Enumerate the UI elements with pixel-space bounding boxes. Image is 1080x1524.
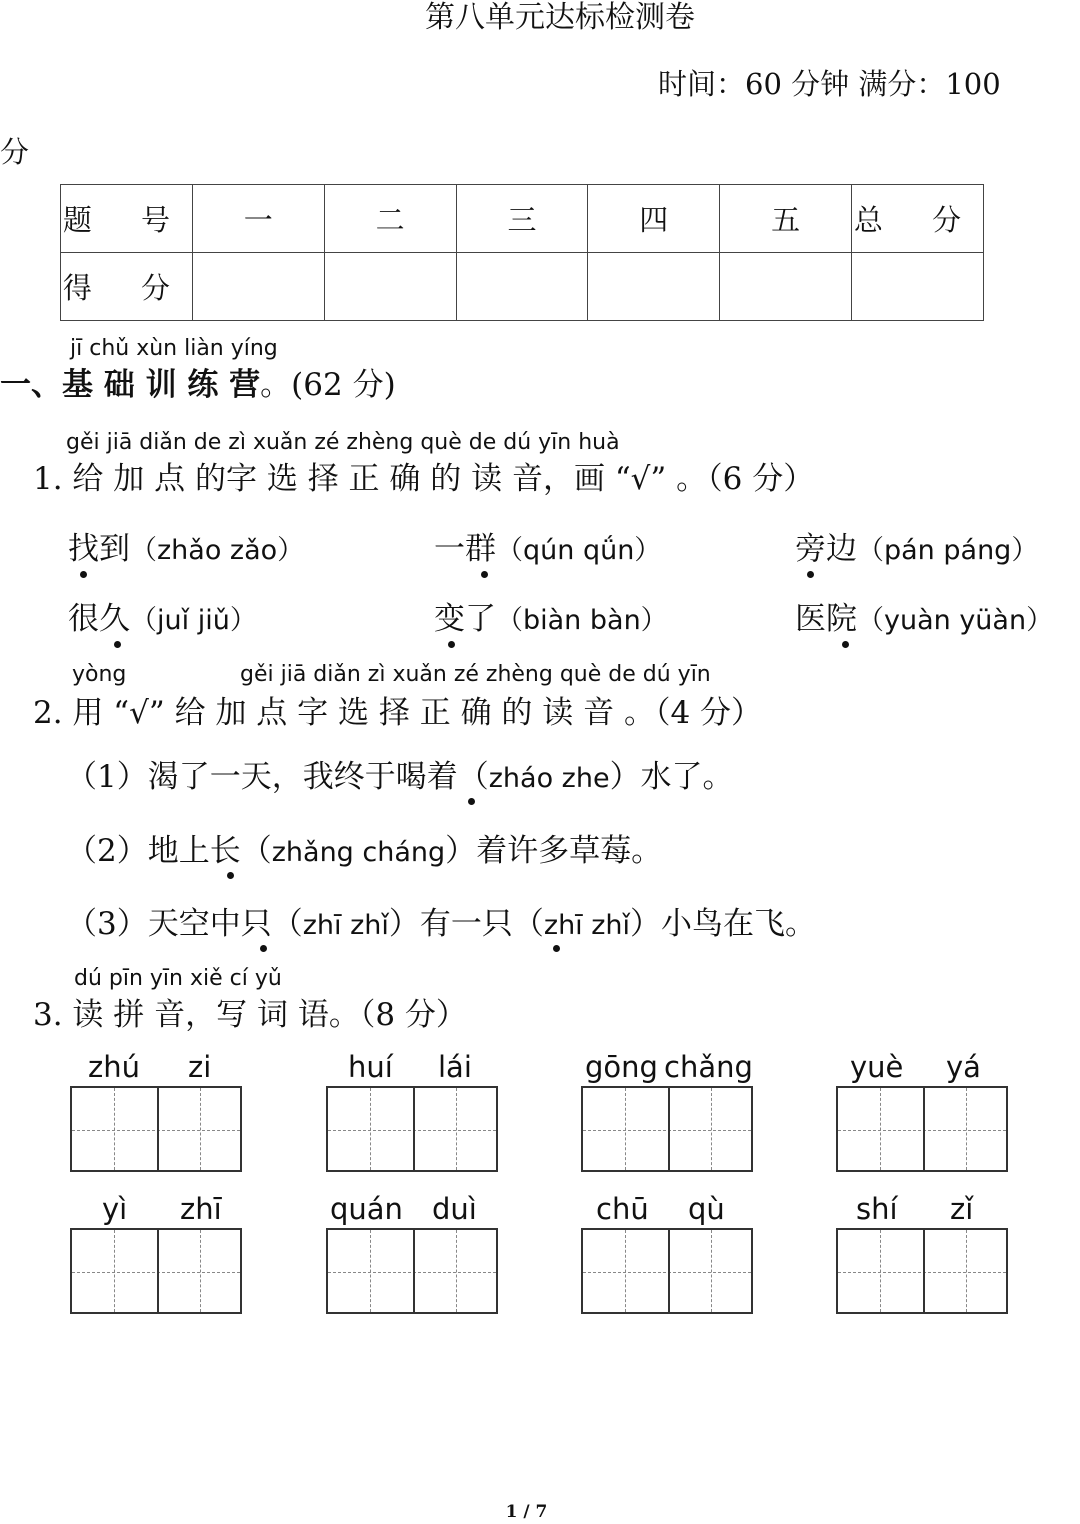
score-input-cell[interactable] xyxy=(192,253,324,321)
q1-choices[interactable]: （juǐ jiǔ） xyxy=(130,605,257,636)
word-pinyin: shí xyxy=(856,1192,898,1226)
q2-line xyxy=(66,758,734,798)
q1-pinyin: gěi jiā diǎn de zì xuǎn zé zhèng què de dú yīn huà xyxy=(66,430,620,455)
q1-word: 一群 xyxy=(434,531,496,567)
writing-box[interactable] xyxy=(836,1086,1008,1172)
emphasis-dot xyxy=(481,571,488,578)
score-table-score-row xyxy=(61,253,984,321)
score-input-cell[interactable] xyxy=(324,253,456,321)
q2-choices[interactable]: zhī zhǐ xyxy=(543,910,631,941)
q1-item xyxy=(434,530,661,570)
word-pinyin: zǐ xyxy=(950,1192,974,1226)
emphasis-dot xyxy=(842,641,849,648)
q1-choices[interactable]: （biàn bàn） xyxy=(496,605,668,636)
score-unit-wrap: 分 xyxy=(0,135,30,169)
q1-choices[interactable]: （zhǎo zǎo） xyxy=(130,535,305,566)
writing-box[interactable] xyxy=(581,1228,753,1314)
q1-word: 变了 xyxy=(434,601,496,637)
emphasis-dot xyxy=(260,945,267,952)
q2-pinyin: gěi jiā diǎn zì xuǎn zé zhèng què de dú yīn xyxy=(240,662,711,687)
emphasis-dot xyxy=(807,571,814,578)
q2-text: （1）渴了一天，我终于喝着（ xyxy=(66,759,489,795)
writing-box[interactable] xyxy=(326,1228,498,1314)
q2-choices[interactable]: zhǎng cháng xyxy=(271,837,446,868)
q2-text: ）着许多草莓。 xyxy=(445,833,663,869)
score-table xyxy=(60,184,984,321)
q1-choices[interactable]: （pán páng） xyxy=(857,535,1039,566)
q2-stem: 2. 用 “√” 给 加 点 字 选 择 正 确 的 读 音 。（4 分） xyxy=(33,695,763,731)
score-cell: 得 分 xyxy=(61,253,193,321)
word-pinyin: qù xyxy=(688,1192,725,1226)
writing-box[interactable] xyxy=(581,1086,753,1172)
score-cell: 一 xyxy=(192,185,324,253)
q1-word: 找到 xyxy=(68,531,130,567)
q1-item xyxy=(795,530,1038,570)
score-cell: 五 xyxy=(720,185,852,253)
word-pinyin: chū xyxy=(596,1192,649,1226)
writing-box[interactable] xyxy=(70,1228,242,1314)
word-pinyin: quán xyxy=(330,1192,403,1226)
q1-choices[interactable]: （qún qǘn） xyxy=(496,535,662,566)
emphasis-dot xyxy=(114,641,121,648)
q2-pinyin: yòng xyxy=(72,662,127,687)
writing-box[interactable] xyxy=(836,1228,1008,1314)
score-cell: 总 分 xyxy=(852,185,984,253)
emphasis-dot xyxy=(468,798,475,805)
q2-line xyxy=(66,832,662,872)
q2-choices[interactable]: zhī zhǐ xyxy=(302,910,389,941)
q1-item xyxy=(434,600,668,640)
score-cell: 二 xyxy=(324,185,456,253)
word-pinyin: zhú xyxy=(88,1050,140,1084)
word-pinyin: yì xyxy=(102,1192,128,1226)
word-pinyin: zhī xyxy=(180,1192,222,1226)
emphasis-dot xyxy=(448,641,455,648)
q1-stem: 1. 给 加 点 的字 选 择 正 确 的 读 音，画 “√” 。（6 分） xyxy=(33,461,815,497)
word-pinyin: gōng xyxy=(585,1050,658,1084)
writing-box[interactable] xyxy=(70,1086,242,1172)
word-pinyin: duì xyxy=(432,1192,477,1226)
q2-text: ）小鸟在飞。 xyxy=(630,906,817,942)
q1-item xyxy=(795,600,1053,640)
q1-word: 医院 xyxy=(795,601,857,637)
score-table-header-row xyxy=(61,185,984,253)
q1-item xyxy=(68,600,257,640)
word-pinyin: chǎng xyxy=(664,1050,753,1084)
q1-item xyxy=(68,530,304,570)
q2-choices[interactable]: zháo zhe xyxy=(488,763,610,794)
time-score-line: 时间：60 分钟 满分：100 xyxy=(658,67,1001,101)
page-number: 1 / 7 xyxy=(505,1502,548,1522)
emphasis-dot xyxy=(553,945,560,952)
section1-heading xyxy=(0,366,396,404)
score-cell: 四 xyxy=(588,185,720,253)
score-input-cell[interactable] xyxy=(852,253,984,321)
page-title: 第八单元达标检测卷 xyxy=(425,0,695,35)
q3-stem: 3. 读 拼 音，写 词 语。（8 分） xyxy=(33,997,467,1033)
q2-text: ）水了。 xyxy=(609,759,734,795)
word-pinyin: zi xyxy=(188,1050,212,1084)
score-cell: 三 xyxy=(456,185,588,253)
q2-text: ）有一只（ xyxy=(388,906,544,942)
score-input-cell[interactable] xyxy=(456,253,588,321)
score-input-cell[interactable] xyxy=(720,253,852,321)
q1-word: 旁边 xyxy=(795,531,857,567)
emphasis-dot xyxy=(80,571,87,578)
section1-pinyin: jī chǔ xùn liàn yíng xyxy=(70,336,278,361)
q3-pinyin: dú pīn yīn xiě cí yǔ xyxy=(74,966,282,991)
q2-line xyxy=(66,905,816,945)
q2-text: （3）天空中只（ xyxy=(66,906,303,942)
score-cell: 题 号 xyxy=(61,185,193,253)
q1-choices[interactable]: （yuàn yüàn） xyxy=(857,605,1054,636)
word-pinyin: yá xyxy=(946,1050,981,1084)
word-pinyin: huí xyxy=(348,1050,393,1084)
section1-label: 一、基 础 训 练 营 xyxy=(0,367,261,403)
score-input-cell[interactable] xyxy=(588,253,720,321)
word-pinyin: lái xyxy=(438,1050,472,1084)
writing-box[interactable] xyxy=(326,1086,498,1172)
q2-text: （2）地上长（ xyxy=(66,833,272,869)
section1-points: 。(62 分) xyxy=(260,367,396,403)
word-pinyin: yuè xyxy=(850,1050,904,1084)
emphasis-dot xyxy=(227,872,234,879)
q1-word: 很久 xyxy=(68,601,130,637)
